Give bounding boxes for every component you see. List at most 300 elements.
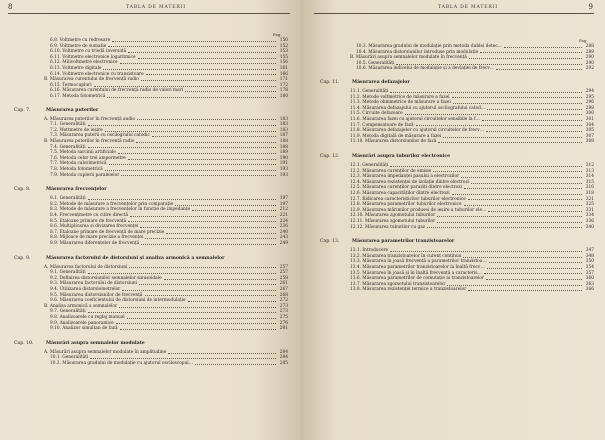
toc-entry-title: 9.9. Analizoarele panoramice	[50, 320, 114, 326]
toc-entry-title: 6.10. Voltmetre cu triodă inversată	[50, 49, 127, 55]
toc-entry-title: 10.5. Generalități	[356, 60, 395, 66]
toc-entry-title: 13.4. Măsurarea parametrilor tranzistoarelor la înaltă frecv…	[350, 265, 485, 270]
chapter-heading	[320, 239, 454, 244]
toc-entry-page: 150	[279, 38, 288, 43]
dot-leader	[146, 72, 276, 76]
toc-entry-page: 285	[279, 361, 288, 366]
toc-entry-page: 348	[585, 253, 594, 259]
toc-entry-title: 9.4. Utilizarea distorsiometrelor	[50, 287, 121, 292]
toc-entry	[44, 304, 288, 309]
toc-entry-title: 10.4. Măsurarea distorsiunilor introduse prin modulație	[356, 49, 479, 55]
toc-entry-title: 6.14. Voltmetre electronice cu tranzistoare	[50, 71, 144, 77]
toc-entry-title: 11.6. Măsurarea fazei cu ajutorul circuitelor sensibile la f…	[350, 117, 480, 122]
toc-entry	[50, 224, 288, 229]
chapter-number: Cap. 8.	[14, 187, 31, 193]
toc-entry-page: 172	[279, 82, 288, 88]
chapter-number: Cap. 11.	[320, 80, 340, 85]
dot-leader	[88, 122, 276, 126]
toc-entry-title: 9.7. Generalități	[50, 309, 86, 315]
toc-entry-title: 9.2. Definirea distorsiunilor semnalelor sinusoidale	[50, 275, 162, 281]
toc-entry-title: 9.8. Analizoarele cu reglaj manual	[50, 315, 125, 320]
dot-leader	[88, 309, 276, 313]
toc-entry-page: 191	[279, 161, 288, 167]
toc-entry-title: 6.8. Voltmetre cu redresare	[50, 38, 111, 43]
dot-leader	[141, 77, 276, 81]
left-page-column-label: Pag.	[273, 32, 282, 37]
toc-entry-title: 12.9. Măsurarea mărimilor produsei de ieșire a tuburilor ele…	[350, 207, 487, 213]
toc-entry-title: 11.9. Metoda digitală de măsurare a fazei	[350, 133, 442, 139]
toc-entry-page: 183	[279, 122, 288, 128]
toc-entry-page: 188	[279, 139, 288, 144]
toc-entry-title: 10.2. Măsurarea gradului de modulație cu ajutorul osciloscopul…	[50, 361, 193, 366]
toc-entry-page: 294	[585, 89, 594, 94]
toc-entry-page: 257	[279, 270, 288, 276]
toc-entry	[50, 230, 288, 235]
toc-entry-title: 9.1. Generalități	[50, 270, 86, 276]
dot-leader	[105, 128, 276, 132]
dot-leader	[166, 230, 276, 234]
toc-entry-title: 7.2. Wattmetre de ieșire	[50, 127, 103, 133]
toc-entry-page: 318	[585, 191, 594, 196]
toc-entry-page: 336	[585, 219, 594, 224]
right-page-number: 9	[588, 3, 593, 11]
toc-entry-title: 8.7. Etaloane primare de frecvență de mare precizie	[50, 229, 165, 235]
dot-leader	[168, 350, 276, 354]
dot-leader	[437, 219, 582, 223]
dot-leader	[453, 100, 582, 104]
toc-entry-title: 12.2. Măsurarea curenților de emisie	[350, 168, 432, 174]
toc-entry-page: 276	[279, 320, 288, 326]
toc-entry	[50, 361, 288, 366]
toc-entry-page: 243	[279, 235, 288, 241]
dot-leader	[119, 304, 276, 308]
toc-entry-page: 340	[585, 224, 594, 230]
toc-entry	[350, 180, 594, 185]
toc-entry-title: B. Măsurarea curentului de frecvență radio	[44, 77, 139, 83]
chapter-number: Cap. 10.	[14, 340, 34, 346]
toc-entry	[50, 219, 288, 224]
toc-entry-title: 6.16. Măsurarea curentului de frecvență radio de valori mari	[50, 88, 184, 94]
toc-entry-page: 236	[279, 224, 288, 230]
toc-entry	[350, 89, 594, 94]
left-page-number: 8	[8, 3, 13, 11]
toc-entry	[350, 100, 594, 105]
dot-leader	[484, 271, 582, 275]
toc-entry	[50, 49, 288, 54]
toc-entry-title: 8.5. Etaloane primare de frecvență	[50, 218, 127, 224]
toc-entry-title: 7.4. Generalități	[50, 144, 86, 150]
toc-entry	[50, 355, 288, 360]
toc-entry-title: 13.7. Măsurarea zgomotului tranzistoarelor	[350, 281, 446, 287]
toc-entry-title: 13.3. Măsurarea în joasă frecvență a parametrilor tranzistoa…	[350, 259, 487, 265]
toc-entry-page: 272	[279, 298, 288, 304]
dot-leader	[482, 117, 582, 121]
toc-entry-page: 273	[279, 309, 288, 315]
toc-entry	[350, 169, 594, 174]
toc-entry	[50, 196, 288, 201]
chapter-number: Cap. 12.	[320, 154, 340, 159]
toc-entry-page: 347	[585, 248, 594, 254]
toc-entry	[350, 139, 594, 144]
toc-entry-page: 193	[279, 172, 288, 178]
toc-entry	[44, 77, 288, 82]
toc-entry-page: 281	[279, 326, 288, 332]
toc-entry-title: 8.4. Frecvențmetre cu citire directă	[50, 213, 129, 218]
chapter-heading	[14, 341, 145, 346]
dot-leader	[433, 169, 582, 173]
dot-leader	[471, 180, 582, 184]
toc-entry-title: 11.1. Generalități	[350, 89, 389, 94]
toc-entry-page: 275	[279, 315, 288, 320]
toc-entry-title: 7.1. Generalități	[50, 122, 86, 128]
dot-leader	[488, 208, 582, 212]
toc-entry-page: 292	[585, 66, 594, 72]
toc-entry-title: 12.6. Măsurarea capacităților dintre electrozi	[350, 191, 450, 196]
toc-entry-page: 171	[279, 77, 288, 83]
toc-entry-page: 257	[279, 264, 288, 270]
toc-entry-title: 11.7. Compensatoare de fază	[350, 122, 414, 128]
toc-entry-page: 153	[279, 49, 288, 55]
toc-entry-page: 304	[585, 122, 594, 128]
toc-entry	[50, 276, 288, 281]
toc-entry-title: 12.11. Măsurarea zgomotului tuburilor	[350, 219, 436, 224]
dot-leader	[127, 315, 276, 319]
dot-leader	[452, 95, 582, 99]
toc-entry	[350, 219, 594, 224]
toc-entry-title: 6.13. Voltmetre digitale	[50, 66, 102, 71]
toc-entry-title: 8.2. Metode de măsurare a frecvențelor prin comparație	[50, 201, 174, 207]
dot-leader	[94, 83, 276, 87]
dot-leader	[128, 49, 276, 53]
right-running-head: TABLA DE MATERII	[438, 5, 498, 10]
dot-leader	[136, 139, 276, 143]
toc-entry	[50, 235, 288, 240]
toc-entry	[350, 213, 594, 218]
toc-entry	[50, 72, 288, 77]
toc-entry	[44, 117, 288, 122]
toc-entry-title: 7.6. Metoda celor trei ampermetre	[50, 155, 126, 161]
toc-entry-page: 155	[279, 54, 288, 60]
toc-entry	[50, 281, 288, 286]
chapter-title: Măsurarea factorului de distorsiuni și analiza armonică a semnalelor	[46, 255, 225, 261]
toc-entry	[50, 298, 288, 303]
toc-entry-title: B. Analiza armonică a semnalelor	[44, 303, 118, 309]
toc-entry-page: 183	[279, 127, 288, 133]
toc-entry-page: 166	[279, 71, 288, 77]
toc-entry-title: 9.3. Măsurarea factorului de distorsiuni	[50, 281, 138, 287]
toc-entry-title: 13.5. Măsurarea în joasă și în înaltă frecvență a caracteris…	[350, 270, 482, 276]
dot-leader	[105, 167, 276, 171]
chapter-heading	[320, 154, 450, 159]
toc-entry	[50, 326, 288, 331]
chapter-heading	[14, 187, 107, 192]
toc-entry-title: A. Măsurarea puterilor în frecvență audio	[44, 116, 136, 122]
toc-entry-page: 284	[279, 355, 288, 361]
toc-entry-page: 350	[585, 259, 594, 265]
toc-entry	[350, 265, 594, 270]
toc-entry	[350, 191, 594, 196]
dot-leader	[120, 326, 276, 330]
toc-entry	[350, 174, 594, 179]
toc-entry	[350, 134, 594, 139]
dot-leader	[390, 163, 582, 167]
toc-entry-title: B. Măsurarea puterilor în frecvență radio	[44, 139, 135, 144]
toc-entry-title: 10.3. Măsurarea gradului de modulație prin metoda dublei detec…	[356, 44, 503, 49]
toc-entry	[50, 55, 288, 60]
dot-leader	[139, 281, 276, 285]
dot-leader	[107, 94, 276, 98]
toc-entry-title: 12.1. Generalități	[350, 163, 389, 168]
right-page-column-label: Pag.	[579, 38, 588, 43]
toc-entry	[50, 94, 288, 99]
toc-entry	[50, 202, 288, 207]
toc-entry	[50, 128, 288, 133]
toc-entry	[350, 163, 594, 168]
toc-entry	[44, 265, 288, 270]
dot-leader	[137, 117, 276, 121]
dot-leader	[468, 287, 582, 291]
toc-entry-page: 188	[279, 144, 288, 150]
toc-entry-title: 11.5. Circuite defazoare	[350, 111, 403, 117]
toc-entry	[356, 50, 594, 55]
dot-leader	[121, 173, 276, 177]
left-running-head: TABLA DE MATERII	[126, 5, 186, 10]
toc-entry	[356, 61, 594, 66]
dot-leader	[443, 134, 582, 138]
toc-entry	[50, 270, 288, 275]
toc-entry-title: 12.5. Măsurarea curenților paraziți dintre electrozi	[350, 185, 462, 191]
dot-leader	[103, 66, 276, 70]
toc-entry-page: 334	[585, 213, 594, 219]
toc-entry-page: 360	[585, 276, 594, 282]
toc-entry-page: 325	[585, 202, 594, 208]
toc-entry-title: A. Măsurarea factorului de distorsiuni	[44, 264, 128, 270]
toc-entry-title: 10.1. Generalități	[50, 355, 89, 361]
toc-entry-title: 13.8. Măsurarea rezistenței termice a tranzistoarelor	[350, 287, 467, 293]
dot-leader	[164, 276, 276, 280]
toc-entry-page: 284	[279, 349, 288, 355]
dot-leader	[152, 133, 276, 137]
toc-entry-page: 305	[585, 128, 594, 134]
dot-leader	[463, 254, 582, 258]
toc-entry-title: 9.10. Analizor simultan de fază	[50, 326, 118, 332]
dot-leader	[487, 265, 582, 269]
dot-leader	[122, 287, 276, 291]
toc-entry-page: 331	[585, 207, 594, 213]
chapter-title: Măsurări asupra semnalelor modulate	[46, 340, 145, 346]
toc-entry-title: 7.5. Metoda sarcinii artificiale	[50, 150, 116, 156]
chapter-title: Măsurarea parametrilor tranzistoarelor	[352, 239, 455, 245]
chapter-heading	[320, 80, 410, 85]
dot-leader	[452, 191, 582, 195]
toc-entry-title: 6.11. Voltmetre electronice logaritmice	[50, 54, 136, 60]
dot-leader	[480, 50, 582, 54]
toc-entry	[50, 241, 288, 246]
toc-entry-title: 6.17. Metoda fotometrică	[50, 94, 106, 99]
toc-entry-title: 12.12. Măsurarea tuburilor cu gaz	[350, 224, 426, 230]
dot-leader	[138, 55, 276, 59]
chapter-title: Măsurarea frecvenţelor	[46, 187, 107, 193]
toc-entry	[50, 44, 288, 49]
toc-entry	[44, 350, 288, 355]
dot-leader	[390, 89, 582, 93]
toc-entry	[350, 225, 594, 230]
toc-entry	[350, 202, 594, 207]
dot-leader	[489, 259, 582, 263]
toc-entry	[50, 287, 288, 292]
toc-entry	[350, 117, 594, 122]
dot-leader	[405, 111, 582, 115]
toc-entry	[50, 293, 288, 298]
toc-entry-page: 314	[585, 174, 594, 180]
dot-leader	[390, 248, 582, 252]
toc-entry	[350, 259, 594, 264]
toc-entry-page: 212	[279, 207, 288, 213]
toc-entry	[50, 161, 288, 166]
right-page	[300, 0, 605, 440]
chapter-title: Măsurarea defazajelor	[352, 80, 410, 85]
toc-entry	[50, 122, 288, 127]
toc-entry-page: 321	[585, 196, 594, 202]
toc-entry-page: 315	[585, 179, 594, 185]
dot-leader	[504, 44, 582, 48]
dot-leader	[88, 196, 276, 200]
dot-leader	[469, 55, 582, 59]
toc-entry-title: 12.10. Măsurarea zgomotului tuburilor	[350, 213, 436, 219]
toc-entry	[350, 106, 594, 111]
dot-leader	[130, 213, 276, 217]
dot-leader	[129, 265, 276, 269]
toc-entry	[50, 309, 288, 314]
dot-leader	[188, 298, 276, 302]
toc-entry-page: 290	[585, 60, 594, 66]
dot-leader	[145, 235, 276, 239]
toc-entry	[50, 150, 288, 155]
dot-leader	[486, 128, 582, 132]
dot-leader	[145, 293, 277, 297]
toc-entry-page: 156	[279, 60, 288, 66]
toc-entry	[356, 44, 594, 49]
dot-leader	[427, 225, 582, 229]
toc-entry-page: 190	[279, 155, 288, 161]
chapter-number: Cap. 9.	[14, 255, 31, 261]
toc-entry-page: 197	[279, 201, 288, 207]
dot-leader	[109, 161, 276, 165]
dot-leader	[464, 185, 582, 189]
toc-entry-title: 9.5. Măsurarea distorsiunilor de frecvență	[50, 292, 143, 298]
toc-entry-title: 13.6. Măsurarea parametrilor de comutație ai tranzistoarelor	[350, 276, 484, 282]
toc-entry	[350, 276, 594, 281]
toc-entry-page: 301	[585, 117, 594, 122]
toc-entry-title: 10.6. Măsurarea indicelui de modulație și a deviației de frecv…	[356, 66, 495, 72]
dot-leader	[447, 282, 582, 286]
toc-entry-page: 268	[279, 292, 288, 298]
left-header-rule	[8, 13, 290, 14]
toc-entry-page: 363	[585, 281, 594, 287]
chapter-title: Măsurarea puterilor	[46, 107, 99, 113]
toc-entry	[50, 173, 288, 178]
dot-leader	[461, 174, 582, 178]
toc-entry	[350, 128, 594, 133]
toc-entry-page: 187	[279, 133, 288, 139]
toc-entry	[50, 133, 288, 138]
toc-entry-page: 308	[585, 139, 594, 145]
dot-leader	[108, 44, 276, 48]
toc-entry-title: 11.3. Metode ohmmetrice de măsurare a fazei	[350, 100, 451, 106]
toc-entry-page: 249	[279, 241, 288, 246]
toc-entry	[350, 248, 594, 253]
dot-leader	[437, 213, 582, 217]
toc-entry-page: 152	[279, 43, 288, 49]
dot-leader	[120, 60, 276, 64]
toc-entry	[350, 111, 594, 116]
toc-entry-title: 12.7. Ridicarea caracteristicilor tuburilor electronice	[350, 196, 466, 202]
toc-entry	[50, 213, 288, 218]
dot-leader	[128, 156, 276, 160]
chapter-heading	[14, 108, 98, 113]
dot-leader	[486, 276, 582, 280]
toc-entry-page: 273	[279, 303, 288, 309]
dot-leader	[396, 61, 582, 65]
dot-leader	[88, 145, 276, 149]
toc-entry-page: 183	[279, 116, 288, 122]
toc-entry-title: 6.15. Termocupluri	[50, 82, 92, 88]
toc-entry	[50, 207, 288, 212]
dot-leader	[118, 150, 276, 154]
toc-entry-title: 8.6. Multiplicarea și divizarea frecvenței	[50, 224, 139, 230]
toc-entry-page: 316	[585, 185, 594, 191]
toc-entry-page: 300	[585, 111, 594, 117]
toc-entry-page: 307	[585, 133, 594, 139]
toc-entry-page: 267	[279, 287, 288, 292]
toc-entry-title: 11.10. Măsurarea distorsiunilor de fază	[350, 139, 437, 145]
toc-entry-page: 180	[279, 94, 288, 99]
toc-entry-title: 9.6. Măsurarea coeficientului de distorsiuni de intermodulație	[50, 298, 186, 304]
dot-leader	[112, 38, 276, 42]
toc-entry-title: 7.9. Metoda cuplerii paralelelor	[50, 172, 120, 178]
toc-entry-page: 366	[585, 287, 594, 293]
toc-entry-page: 240	[279, 229, 288, 235]
toc-entry-title: A. Măsurări asupra semnalelor modulate în amplitudine	[44, 349, 167, 355]
dot-leader	[464, 202, 582, 206]
dot-leader	[88, 270, 276, 274]
toc-entry	[50, 167, 288, 172]
toc-entry	[50, 88, 288, 93]
toc-entry-page: 290	[585, 55, 594, 61]
dot-leader	[416, 123, 582, 127]
toc-entry	[50, 145, 288, 150]
dot-leader	[468, 197, 582, 201]
toc-entry	[350, 254, 594, 259]
toc-entry	[44, 139, 288, 144]
dot-leader	[195, 361, 276, 365]
chapter-number: Cap. 13.	[320, 239, 340, 245]
toc-entry-page: 289	[585, 49, 594, 55]
toc-entry	[50, 38, 288, 43]
dot-leader	[185, 88, 276, 92]
dot-leader	[438, 139, 582, 143]
toc-entry-page: 258	[279, 275, 288, 281]
toc-entry	[50, 321, 288, 326]
right-header-rule	[314, 13, 594, 14]
dot-leader	[140, 224, 276, 228]
toc-entry	[350, 55, 594, 60]
toc-entry-title: 8.1. Generalități	[50, 196, 86, 202]
toc-entry-title: 13.2. Măsurarea tranzistoarelor în curent continuu	[350, 253, 462, 259]
toc-entry-page: 261	[279, 281, 288, 287]
toc-entry	[350, 185, 594, 190]
toc-entry	[350, 282, 594, 287]
